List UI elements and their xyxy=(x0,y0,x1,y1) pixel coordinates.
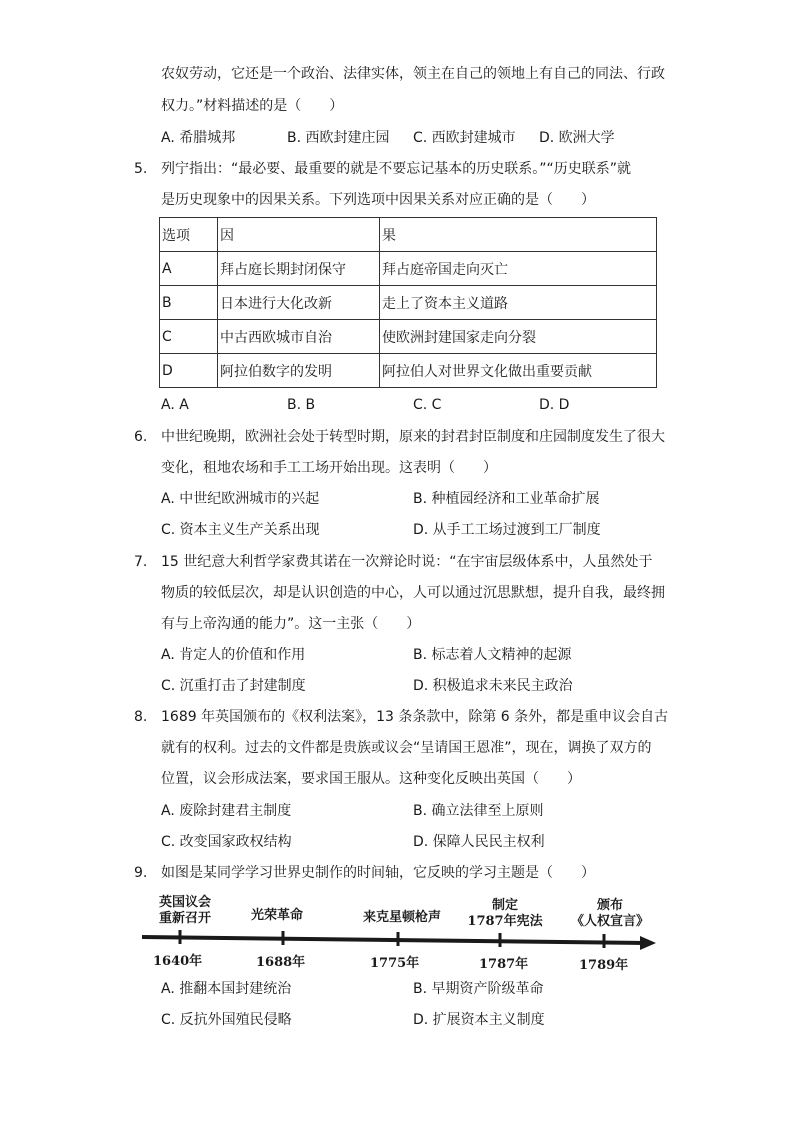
q7-stem-line2: 物质的较低层次，却是认识创造的中心，人可以通过沉思默想，提升自我，最终拥 xyxy=(161,585,665,601)
table-cell: 使欧洲封建国家走向分裂 xyxy=(380,320,657,354)
q8-option-a[interactable]: A. 废除封建君主制度 xyxy=(161,803,292,819)
q8-option-b[interactable]: B. 确立法律至上原则 xyxy=(413,803,544,819)
q5-table xyxy=(159,217,657,388)
q8-option-c[interactable]: C. 改变国家政权结构 xyxy=(161,834,292,850)
timeline-event-label: 1787年宪法 xyxy=(467,914,543,929)
q5-option-a[interactable]: A. A xyxy=(161,397,189,413)
q9-option-d[interactable]: D. 扩展资本主义制度 xyxy=(413,1012,545,1028)
table-cell: 拜占庭长期封闭保守 xyxy=(218,252,380,286)
timeline-year: 1688年 xyxy=(256,955,306,970)
q5-option-c[interactable]: C. C xyxy=(413,397,442,413)
table-cell: C xyxy=(160,320,218,354)
timeline-year: 1640年 xyxy=(153,954,203,969)
q9-stem-line1: 如图是某同学学习世界史制作的时间轴，它反映的学习主题是（ ） xyxy=(161,865,595,881)
q8-stem-line1: 1689 年英国颁布的《权利法案》，13 条条款中，除第 6 条外，都是重申议会自古 xyxy=(161,709,669,725)
q6-option-b[interactable]: B. 种植园经济和工业革命扩展 xyxy=(413,491,600,507)
q4-option-b[interactable]: B. 西欧封建庄园 xyxy=(287,130,390,146)
timeline-year: 1789年 xyxy=(579,958,629,973)
q6-option-a[interactable]: A. 中世纪欧洲城市的兴起 xyxy=(161,491,320,507)
q4-stem-line1: 农奴劳动，它还是一个政治、法律实体，领主在自己的领地上有自己的同法、行政 xyxy=(161,66,665,82)
timeline-event-label: 颁布 xyxy=(596,898,623,913)
table-row xyxy=(160,286,657,320)
table-cell: A xyxy=(160,252,218,286)
timeline-event-1789 xyxy=(560,898,660,930)
q7-option-a[interactable]: A. 肯定人的价值和作用 xyxy=(161,647,306,663)
table-cell: 阿拉伯数字的发明 xyxy=(218,354,380,388)
q4-option-a[interactable]: A. 希腊城邦 xyxy=(161,130,236,146)
table-cell: D xyxy=(160,354,218,388)
q7-stem-line1: 15 世纪意大利哲学家费其诺在一次辩论时说：“在宇宙层级体系中，人虽然处于 xyxy=(161,554,653,570)
timeline-axis-line xyxy=(142,937,645,943)
q5-stem-line1: 列宁指出：“最必要、最重要的就是不要忘记基本的历史联系。”“历史联系”就 xyxy=(161,161,632,177)
timeline-event-label: 重新召开 xyxy=(158,911,211,926)
q7-option-d[interactable]: D. 积极追求未来民主政治 xyxy=(413,678,573,694)
timeline-event-label: 《人权宣言》 xyxy=(570,914,649,929)
q6-stem-line1: 中世纪晚期，欧洲社会处于转型时期，原来的封君封臣制度和庄园制度发生了很大 xyxy=(161,429,665,445)
timeline-arrow-icon xyxy=(640,936,656,950)
table-header-cell: 果 xyxy=(380,218,657,252)
table-cell: 阿拉伯人对世界文化做出重要贡献 xyxy=(380,354,657,388)
q9-option-c[interactable]: C. 反抗外国殖民侵略 xyxy=(161,1012,292,1028)
table-cell: 走上了资本主义道路 xyxy=(380,286,657,320)
timeline-event-label: 英国议会 xyxy=(158,895,211,910)
timeline-event-1640 xyxy=(150,895,220,927)
q4-option-d[interactable]: D. 欧洲大学 xyxy=(539,130,615,146)
q6-stem-line2: 变化，租地农场和手工工场开始出现。这表明（ ） xyxy=(161,460,497,476)
q8-option-d[interactable]: D. 保障人民民主权利 xyxy=(413,834,545,850)
table-row xyxy=(160,320,657,354)
q6-number: 6. xyxy=(134,429,148,445)
table-row xyxy=(160,252,657,286)
timeline-year: 1787年 xyxy=(479,957,529,972)
q9-option-b[interactable]: B. 早期资产阶级革命 xyxy=(413,981,544,997)
q5-option-b[interactable]: B. B xyxy=(287,397,316,413)
q5-number: 5. xyxy=(134,161,148,177)
q8-number: 8. xyxy=(134,709,148,725)
table-cell: 中古西欧城市自治 xyxy=(218,320,380,354)
timeline-event-1688 xyxy=(237,908,317,924)
q4-stem-line2: 权力。”材料描述的是（ ） xyxy=(161,98,344,114)
timeline-event-label: 制定 xyxy=(491,898,518,913)
q8-stem-line3: 位置，议会形成法案，要求国王服从。这种变化反映出英国（ ） xyxy=(161,771,581,787)
table-cell: 日本进行大化改新 xyxy=(218,286,380,320)
timeline-event-label: 光荣革命 xyxy=(250,908,303,923)
table-cell: B xyxy=(160,286,218,320)
q5-stem-line2: 是历史现象中的因果关系。下列选项中因果关系对应正确的是（ ） xyxy=(161,192,595,208)
q6-option-c[interactable]: C. 资本主义生产关系出现 xyxy=(161,522,320,538)
q4-option-c[interactable]: C. 西欧封建城市 xyxy=(413,130,516,146)
q5-option-d[interactable]: D. D xyxy=(539,397,570,413)
table-cell: 拜占庭帝国走向灭亡 xyxy=(380,252,657,286)
q7-option-b[interactable]: B. 标志着人文精神的起源 xyxy=(413,647,572,663)
q7-option-c[interactable]: C. 沉重打击了封建制度 xyxy=(161,678,306,694)
timeline-event-1787 xyxy=(460,898,550,930)
table-header-row xyxy=(160,218,657,252)
table-header-cell: 因 xyxy=(218,218,380,252)
q9-number: 9. xyxy=(134,865,148,881)
q8-stem-line2: 就有的权利。过去的文件都是贵族或议会“呈请国王恩准”，现在，调换了双方的 xyxy=(161,740,652,756)
timeline-year: 1775年 xyxy=(370,956,420,971)
timeline-event-1775 xyxy=(352,910,452,926)
q7-stem-line3: 有与上帝沟通的能力”。这一主张（ ） xyxy=(161,616,421,632)
table-row xyxy=(160,354,657,388)
q7-number: 7. xyxy=(134,554,148,570)
timeline-event-label: 来克星顿枪声 xyxy=(362,910,441,925)
q6-option-d[interactable]: D. 从手工工场过渡到工厂制度 xyxy=(413,522,601,538)
table-header-cell: 选项 xyxy=(160,218,218,252)
q9-option-a[interactable]: A. 推翻本国封建统治 xyxy=(161,981,292,997)
